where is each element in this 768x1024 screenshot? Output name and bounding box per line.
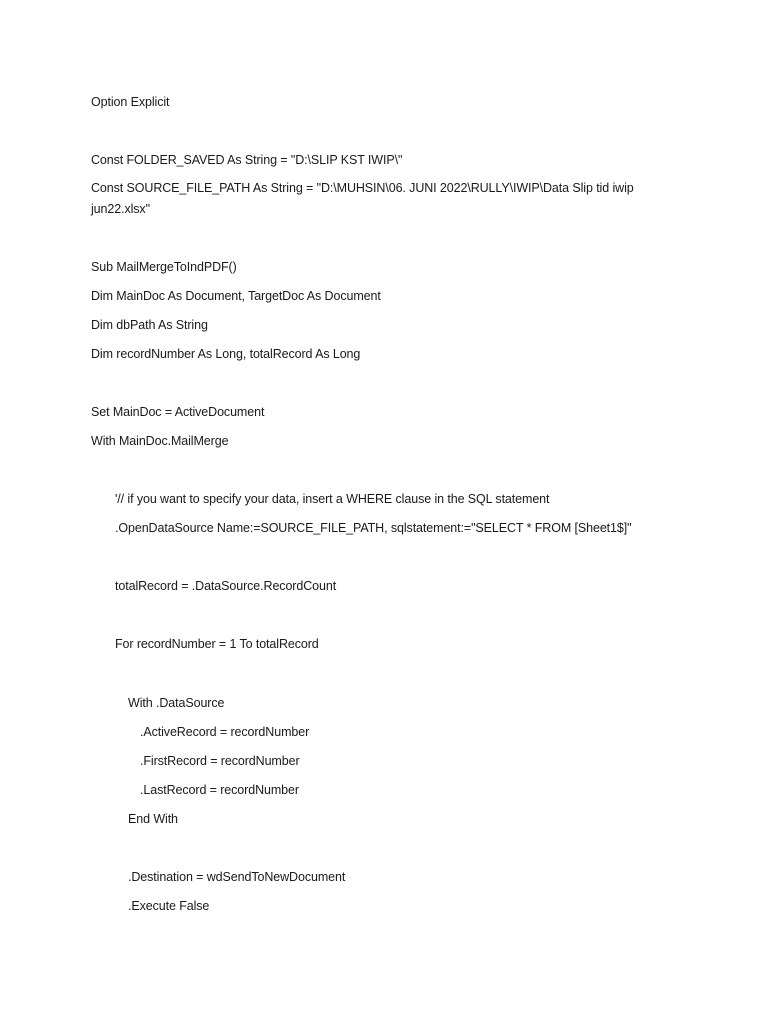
code-line-dim-maindoc: Dim MainDoc As Document, TargetDoc As Document (91, 289, 381, 303)
code-line-execute: .Execute False (128, 899, 210, 913)
code-line-end-with: End With (128, 812, 178, 826)
code-line-with-mailmerge: With MainDoc.MailMerge (91, 434, 229, 448)
code-line-const-folder-saved: Const FOLDER_SAVED As String = "D:\SLIP KST IWIP\" (91, 153, 403, 167)
code-line-dim-dbpath: Dim dbPath As String (91, 318, 208, 332)
code-line-firstrecord: .FirstRecord = recordNumber (140, 754, 300, 768)
code-line-for-loop: For recordNumber = 1 To totalRecord (115, 637, 319, 651)
code-line-set-maindoc: Set MainDoc = ActiveDocument (91, 405, 265, 419)
code-line-opendatasource: .OpenDataSource Name:=SOURCE_FILE_PATH, sqlstatement:="SELECT * FROM [Sheet1$]" (115, 521, 632, 535)
code-line-comment: '// if you want to specify your data, insert a WHERE clause in the SQL statement (115, 492, 550, 506)
code-line-totalrecord: totalRecord = .DataSource.RecordCount (115, 579, 337, 593)
code-line-option-explicit: Option Explicit (91, 95, 170, 109)
code-line-dim-recordnumber: Dim recordNumber As Long, totalRecord As Long (91, 347, 361, 361)
code-line-const-source-file-path: Const SOURCE_FILE_PATH As String = "D:\MUHSIN\06. JUNI 2022\RULLY\IWIP\Data Slip tid iwip jun22.xlsx" (91, 181, 634, 216)
code-line-activerecord: .ActiveRecord = recordNumber (140, 725, 310, 739)
code-line-sub-declaration: Sub MailMergeToIndPDF() (91, 260, 237, 274)
code-line-with-datasource: With .DataSource (128, 696, 225, 710)
code-line-lastrecord: .LastRecord = recordNumber (140, 783, 299, 797)
code-line-destination: .Destination = wdSendToNewDocument (128, 870, 346, 884)
